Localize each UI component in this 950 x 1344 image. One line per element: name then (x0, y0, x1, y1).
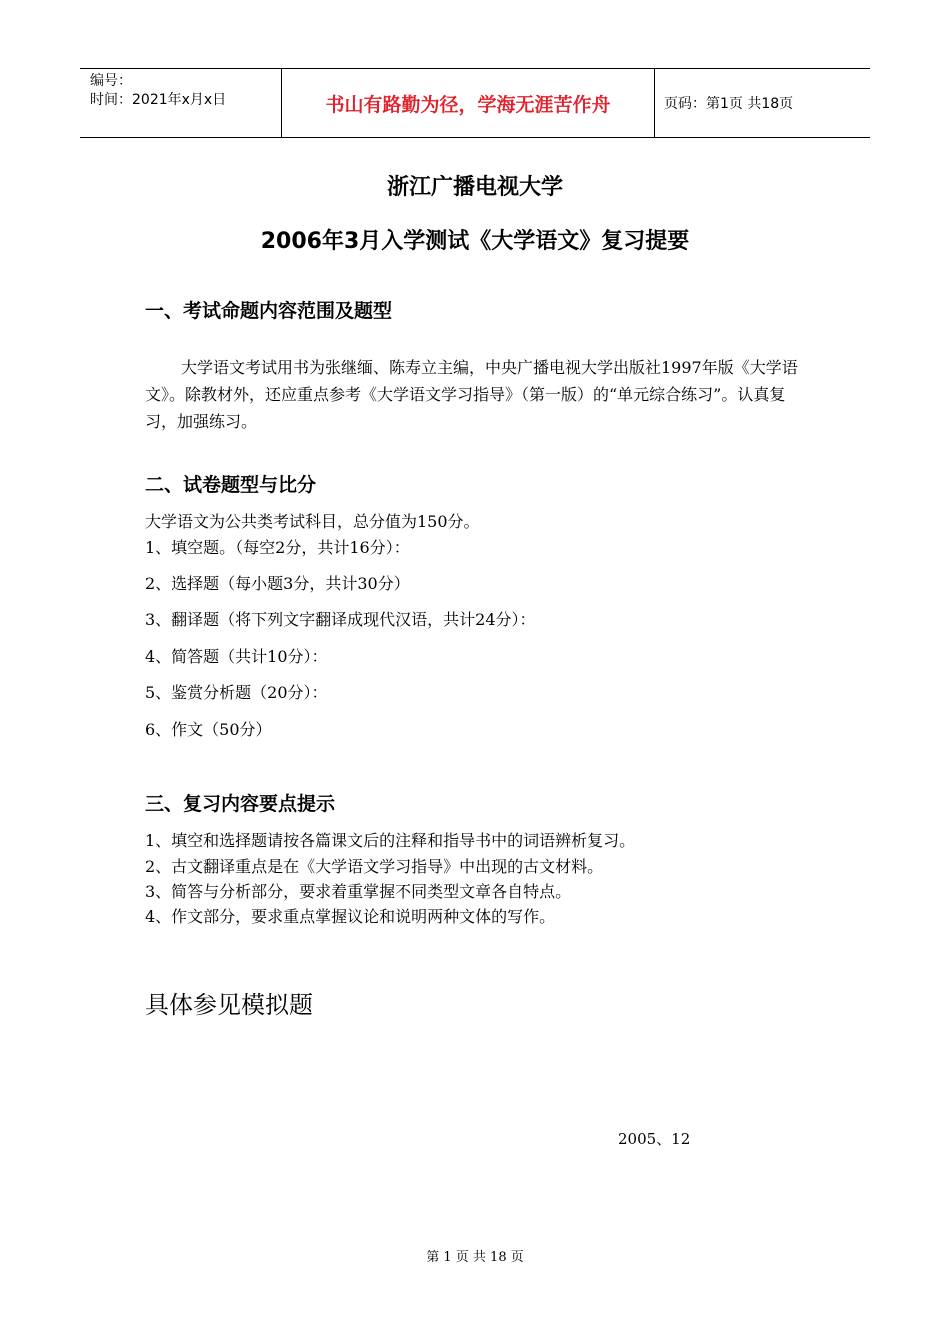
list-item: 1、填空题。（每空2分，共计16分）： (145, 538, 410, 557)
list-item: 2、选择题（每小题3分，共计30分） (145, 574, 410, 593)
list-item: 4、作文部分，要求重点掌握议论和说明两种文体的写作。 (145, 907, 556, 926)
section1-heading: 一、考试命题内容范围及题型 (145, 300, 393, 322)
list-item: 5、鉴赏分析题（20分）： (145, 683, 328, 702)
list-item: 1、填空和选择题请按各篇课文后的注释和指导书中的词语辨析复习。 (145, 831, 636, 850)
header-table (80, 68, 870, 138)
motto: 书山有路勤为径，学海无涯苦作舟 (281, 69, 655, 137)
list-item: 4、简答题（共计10分）： (145, 647, 328, 666)
reference-note: 具体参见模拟题 (145, 991, 313, 1019)
page-info: 页码：第1页 共18页 (664, 96, 794, 112)
list-item: 3、简答与分析部分，要求着重掌握不同类型文章各自特点。 (145, 882, 572, 901)
section3-heading: 三、复习内容要点提示 (145, 793, 336, 815)
section2-heading: 二、试卷题型与比分 (145, 474, 317, 496)
header-meta-cell (80, 69, 280, 137)
number-label: 编号： (90, 73, 132, 89)
time-label: 时间：2021年x月x日 (90, 92, 227, 108)
section2-intro: 大学语文为公共类考试科目，总分值为150分。 (145, 512, 480, 531)
list-item: 2、古文翻译重点是在《大学语文学习指导》中出现的古文材料。 (145, 857, 604, 876)
list-item: 6、作文（50分） (145, 720, 272, 739)
list-item: 3、翻译题（将下列文字翻译成现代汉语，共计24分）： (145, 610, 536, 629)
document-date: 2005、12 (618, 1130, 691, 1148)
section1-paragraph (145, 354, 810, 435)
university-title: 浙江广播电视大学 (386, 175, 563, 200)
document-title: 2006年3月入学测试《大学语文》复习提要 (260, 229, 690, 254)
page-footer: 第 1 页 共 18 页 (426, 1250, 524, 1265)
section1-text: 大学语文考试用书为张继缅、陈寿立主编，中央广播电视大学出版社1997年版《大学语文》。除教材外，还应重点参考《大学语文学习指导》（第一版）的“单元综合练习”。认真复习，加强练习。 (145, 358, 798, 431)
